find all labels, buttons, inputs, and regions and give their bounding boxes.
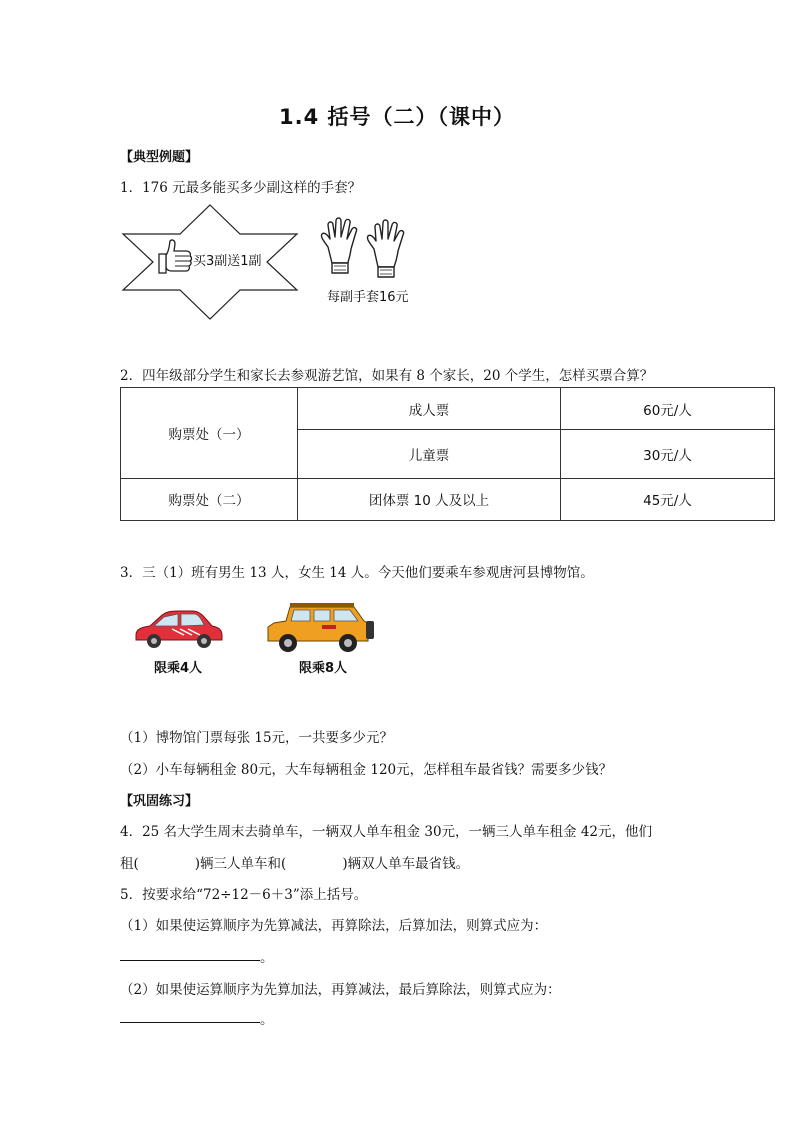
adult-ticket-cell: 成人票 xyxy=(298,388,561,430)
question-4-line-2 xyxy=(120,852,469,872)
answer-line-1-period: 。 xyxy=(260,950,274,966)
section-heading-practice: 【巩固练习】 xyxy=(120,794,199,809)
q4-text-b: )辆三人单车和( xyxy=(194,856,287,872)
q4-text-a: 租( xyxy=(120,856,139,872)
ticket-price-table xyxy=(120,387,775,521)
answer-line-1[interactable] xyxy=(120,960,260,961)
adult-price-cell: 60元/人 xyxy=(561,388,775,430)
section-heading-examples: 【典型例题】 xyxy=(120,150,199,165)
glove-price-caption: 每副手套16元 xyxy=(327,290,409,305)
car-icon xyxy=(132,605,224,651)
small-car-caption: 限乘4人 xyxy=(154,661,203,676)
office-1-cell: 购票处（一） xyxy=(121,388,298,479)
answer-line-2-period: 。 xyxy=(260,1012,274,1028)
question-3: 3．三（1）班有男生 13 人，女生 14 人。今天他们要乘车参观唐河县博物馆。 xyxy=(120,565,594,581)
big-car-caption: 限乘8人 xyxy=(299,661,348,676)
question-2: 2．四年级部分学生和家长去参观游艺馆，如果有 8 个家长，20 个学生，怎样买票合算？ xyxy=(120,368,654,384)
promo-text: 买3副送1副 xyxy=(193,254,262,269)
group-ticket-cell: 团体票 10 人及以上 xyxy=(298,478,561,520)
group-price-cell: 45元/人 xyxy=(561,478,775,520)
glove-icon xyxy=(318,217,418,279)
child-ticket-cell: 儿童票 xyxy=(298,430,561,478)
question-5-part-2: （2）如果使运算顺序为先算加法，再算减法，最后算除法，则算式应为： xyxy=(120,982,561,998)
page-title: 1.4 括号（二）（课中） xyxy=(278,105,515,129)
q4-text-c: )辆双人单车最省钱。 xyxy=(342,856,470,872)
child-price-cell: 30元/人 xyxy=(561,430,775,478)
question-5: 5．按要求给“72÷12－6＋3”添上括号。 xyxy=(120,887,368,903)
question-4-line-1: 4．25 名大学生周末去骑单车，一辆双人单车租金 30元，一辆三人单车租金 42元，他们 xyxy=(120,824,652,840)
answer-line-2[interactable] xyxy=(120,1022,260,1023)
question-3-part-1: （1）博物馆门票每张 15元，一共要多少元？ xyxy=(120,730,394,746)
question-5-part-1: （1）如果使运算顺序为先算减法，再算除法，后算加法，则算式应为： xyxy=(120,918,548,934)
suv-icon xyxy=(264,601,376,657)
thumbs-up-icon xyxy=(156,237,194,279)
question-1: 1．176 元最多能买多少副这样的手套？ xyxy=(120,180,362,196)
question-3-part-2: （2）小车每辆租金 80元，大车每辆租金 120元，怎样租车最省钱？需要多少钱？ xyxy=(120,762,613,778)
office-2-cell: 购票处（二） xyxy=(121,478,298,520)
